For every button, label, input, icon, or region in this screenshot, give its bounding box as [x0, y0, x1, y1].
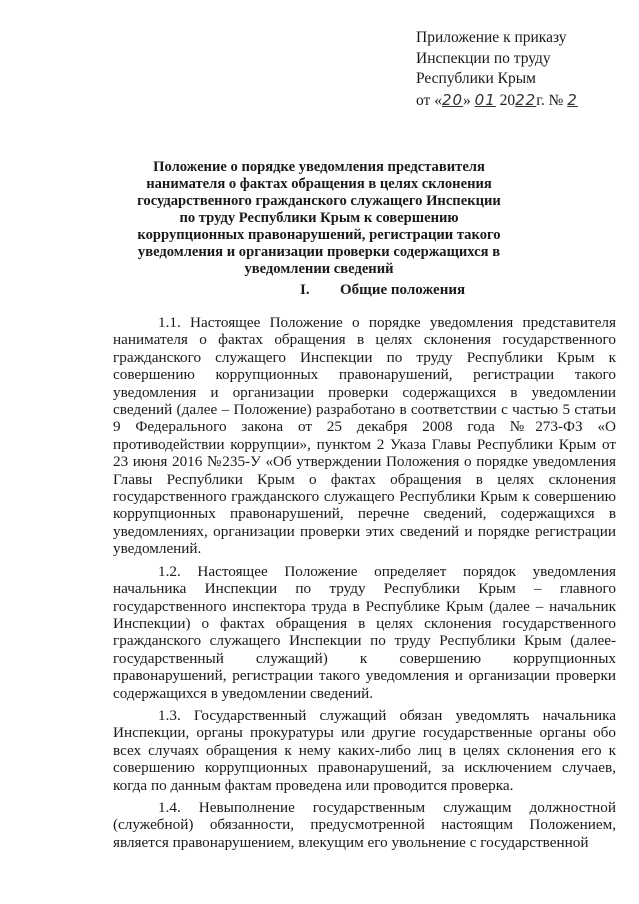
date-year-suffix: г. №	[536, 91, 564, 109]
order-number: 2	[567, 90, 578, 109]
annex-date-line	[416, 90, 631, 112]
date-sep: »	[463, 91, 471, 109]
section-number: I.	[300, 282, 310, 298]
paragraph-1-1: 1.1. Настоящее Положение о порядке уведомления представителя нанимателя о фактах обращения в целях склонения государственного гражданского служащего Инспекции по труду Республики Крым к совершению коррупционных правонарушений, регистрации такого уведомления и организации проверки содержащихся в уведомлении сведений (далее – Положение) разработано в соответствии с частью 5 статьи 9 Федерального закона от 25 декабря 2008 года №273-ФЗ «О противодействии коррупции», пунктом 2 Указа Главы Республики Крым от 23 июня 2016 №235-У «Об утверждении Положения о порядке уведомления Главы Республики Крым о фактах обращения в целях склонения государственного гражданского служащего Республики Крым к совершению коррупционных правонарушений, перечне сведений, содержащихся в уведомлениях, организации проверки этих сведений и порядке регистрации уведомлений.	[113, 314, 616, 558]
body-text	[113, 314, 616, 856]
annex-line-3: Республики Крым	[416, 70, 536, 87]
annex-line-1: Приложение к приказу	[416, 29, 567, 46]
date-year-a: 20	[499, 91, 516, 109]
annex-block	[416, 28, 631, 111]
annex-line-2: Инспекции по труду	[416, 49, 551, 67]
date-day: 20	[441, 90, 464, 109]
paragraph-1-4: 1.4. Невыполнение государственным служащим должностной (служебной) обязанности, предусмотренной настоящим Положением, является правонарушением, влекущим его увольнение с государственной	[113, 798, 616, 851]
section-name: Общие положения	[340, 282, 466, 298]
date-month: 01	[474, 90, 496, 109]
document-title: Положение о порядке уведомления представителя нанимателя о фактах обращения в целях склонения государственного гражданского служащего Инспекции по труду Республики Крым к совершению коррупционных правонарушений, регистрации такого уведомления и организации проверки содержащихся в уведомлении сведений	[137, 159, 501, 277]
date-year-b: 22	[515, 90, 537, 109]
paragraph-1-2: 1.2. Настоящее Положение определяет порядок уведомления начальника Инспекции по труду Республики Крым – главного государственного инспектора труда в Республике Крым (далее – начальник Инспекции) о фактах обращения в целях склонения государственного гражданского служащего Инспекции по труду Республики Крым (далее-государственный служащий) к совершению коррупционных правонарушений, регистрации такого уведомления и организации проверки содержащихся в уведомлении сведений.	[113, 562, 616, 702]
paragraph-1-3: 1.3. Государственный служащий обязан уведомлять начальника Инспекции, органы прокуратуры или другие государственные органы обо всех случаях обращения к нему каких-либо лиц в целях склонения его к совершению коррупционных правонарушений, за исключением случаев, когда по данным фактам проведена или проводится проверка.	[113, 706, 616, 794]
date-prefix: от «	[416, 91, 442, 109]
